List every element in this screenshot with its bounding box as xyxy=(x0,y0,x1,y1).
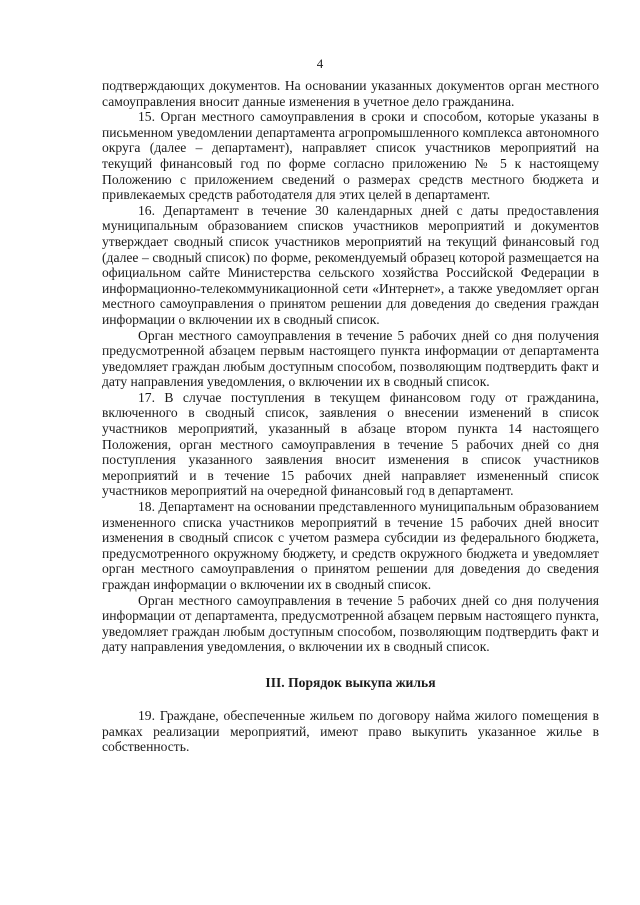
paragraph-14-continuation: подтверждающих документов. На основании указанных документов орган местного самоуправления вносит данные изменения в учетное дело гражданина. xyxy=(102,78,599,109)
paragraph-16: 16. Департамент в течение 30 календарных дней с даты предоставления муниципальным образованием списков участников мероприятий и документов утверждает сводный список участников мероприятий на текущий финансовый год (далее – сводный список) по форме, рекомендуемый образец которой размещается на официальном сайте Министерства сельского хозяйства Российской Федерации в информационно-телекоммуникационной сети «Интернет», а также уведомляет орган местного самоуправления о принятом решении для доведения до сведения граждан информации о включении их в сводный список. xyxy=(102,202,599,327)
paragraph-19: 19. Граждане, обеспеченные жильем по договору найма жилого помещения в рамках реализации мероприятий, имеют право выкупить указанное жилье в собственность. xyxy=(102,707,599,755)
page-number: 4 xyxy=(316,56,324,71)
paragraph-18-part-2: Орган местного самоуправления в течение 5 рабочих дней со дня получения информации от департамента, предусмотренной абзацем первым настоящего пункта, уведомляет граждан любым доступным способом, позволяющим подтвердить факт и дату направления уведомления, о включении их в сводный список. xyxy=(102,592,599,655)
document-body xyxy=(102,78,599,755)
section-title: III. Порядок выкупа жилья xyxy=(265,674,436,690)
paragraph-15: 15. Орган местного самоуправления в сроки и способом, которые указаны в письменном уведомлении департамента агропромышленного комплекса автономного округа (далее – департамент), направляет список участников мероприятий на текущий финансовый год по форме согласно приложению № 5 к настоящему Положению с приложением сведений о размерах средств местного бюджета и привлекаемых средств работодателя для этих целей в департамент. xyxy=(102,109,599,203)
paragraph-16-part-2: Орган местного самоуправления в течение 5 рабочих дней со дня получения предусмотренной абзацем первым настоящего пункта информации от департамента уведомляет граждан любым доступным способом, позволяющим подтвердить факт и дату направления уведомления, о включении их в сводный список. xyxy=(102,327,599,390)
paragraph-17: 17. В случае поступления в текущем финансовом году от гражданина, включенного в сводный список, заявления о внесении изменений в список участников мероприятий, указанный в абзаце втором пункта 14 настоящего Положения, орган местного самоуправления в течение 5 рабочих дней со дня поступления указанного заявления вносит изменения в список участников мероприятий и в течение 15 рабочих дней направляет измененный список участников мероприятий на очередной финансовый год в департамент. xyxy=(102,389,599,499)
paragraph-18: 18. Департамент на основании представленного муниципальным образованием измененного списка участников мероприятий в течение 15 рабочих дней вносит изменения в сводный список с учетом размера субсидии из федерального бюджета, предусмотренного окружному бюджету, и средств окружного бюджета и уведомляет орган местного самоуправления о принятом решении для доведения до сведения граждан информации о включении их в сводный список. xyxy=(102,499,599,592)
